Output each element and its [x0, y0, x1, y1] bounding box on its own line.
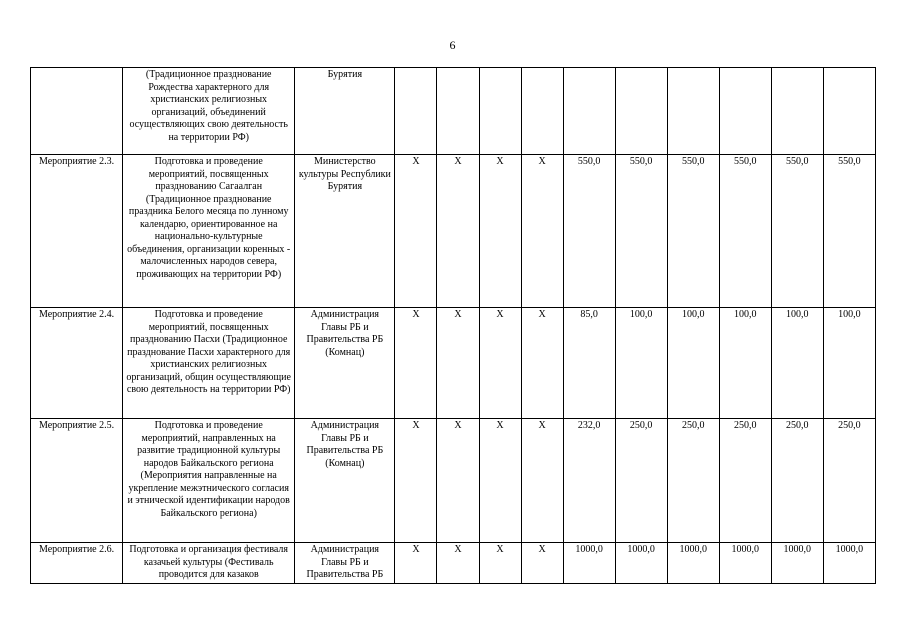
x-mark-cell: X — [479, 308, 521, 419]
table-row — [31, 155, 876, 308]
funding-value-cell: 550,0 — [771, 155, 823, 308]
funding-value-cell: 1000,0 — [563, 543, 615, 584]
executor-cell: Бурятия — [295, 68, 395, 155]
table-row — [31, 308, 876, 419]
funding-value-cell — [823, 68, 875, 155]
funding-value-cell — [615, 68, 667, 155]
x-mark-cell — [395, 68, 437, 155]
program-table — [30, 67, 876, 584]
event-description-cell: Подготовка и проведение мероприятий, посвященных празднованию Пасхи (Традиционное празднование Пасхи характерного для христианских религиозных организаций, общин осуществляющие свою деятельность на территории РФ) — [123, 308, 295, 419]
executor-cell: Администрация Главы РБ и Правительства РБ — [295, 543, 395, 584]
x-mark-cell: X — [479, 543, 521, 584]
funding-value-cell: 250,0 — [719, 419, 771, 543]
funding-value-cell — [563, 68, 615, 155]
x-mark-cell — [479, 68, 521, 155]
funding-value-cell: 550,0 — [563, 155, 615, 308]
x-mark-cell: X — [521, 155, 563, 308]
x-mark-cell: X — [479, 419, 521, 543]
table-row — [31, 68, 876, 155]
x-mark-cell: X — [395, 155, 437, 308]
event-number-cell: Мероприятие 2.5. — [31, 419, 123, 543]
event-number-cell: Мероприятие 2.6. — [31, 543, 123, 584]
funding-value-cell: 1000,0 — [615, 543, 667, 584]
funding-value-cell: 85,0 — [563, 308, 615, 419]
funding-value-cell: 232,0 — [563, 419, 615, 543]
x-mark-cell: X — [437, 543, 479, 584]
executor-cell: Администрация Главы РБ и Правительства РБ (Комнац) — [295, 308, 395, 419]
funding-value-cell: 550,0 — [823, 155, 875, 308]
x-mark-cell: X — [521, 543, 563, 584]
event-number-cell: Мероприятие 2.3. — [31, 155, 123, 308]
page-number: 6 — [449, 38, 456, 52]
funding-value-cell — [771, 68, 823, 155]
x-mark-cell: X — [521, 308, 563, 419]
funding-value-cell: 100,0 — [615, 308, 667, 419]
x-mark-cell: X — [437, 155, 479, 308]
table-row — [31, 419, 876, 543]
funding-value-cell: 100,0 — [719, 308, 771, 419]
event-description-cell: Подготовка и проведение мероприятий, посвященных празднованию Сагаалган (Традиционное празднование праздника Белого месяца по лунному календарю, ориентированное на национально-культурные объединения, организации коренных - малочисленных народов севера, проживающих на территории РФ) — [123, 155, 295, 308]
x-mark-cell: X — [395, 543, 437, 584]
funding-value-cell: 100,0 — [823, 308, 875, 419]
event-description-cell: Подготовка и проведение мероприятий, направленных на развитие традиционной культуры народов Байкальского региона (Мероприятия направленные на укрепление межэтнического согласия и этнической идентификации народов Байкальского региона) — [123, 419, 295, 543]
funding-value-cell: 250,0 — [615, 419, 667, 543]
x-mark-cell — [521, 68, 563, 155]
funding-value-cell: 250,0 — [823, 419, 875, 543]
executor-cell: Министерство культуры Республики Бурятия — [295, 155, 395, 308]
table-body — [31, 68, 876, 584]
executor-cell: Администрация Главы РБ и Правительства РБ (Комнац) — [295, 419, 395, 543]
funding-value-cell: 250,0 — [667, 419, 719, 543]
funding-value-cell: 550,0 — [719, 155, 771, 308]
event-description-cell: (Традиционное празднование Рождества характерного для христианских религиозных организаций, объединений осуществляющих свою деятельность на территории РФ) — [123, 68, 295, 155]
funding-value-cell: 550,0 — [667, 155, 719, 308]
funding-value-cell — [667, 68, 719, 155]
x-mark-cell: X — [437, 308, 479, 419]
funding-value-cell: 1000,0 — [719, 543, 771, 584]
funding-value-cell: 100,0 — [771, 308, 823, 419]
x-mark-cell: X — [395, 419, 437, 543]
funding-value-cell: 550,0 — [615, 155, 667, 308]
funding-value-cell: 100,0 — [667, 308, 719, 419]
x-mark-cell: X — [437, 419, 479, 543]
event-number-cell: Мероприятие 2.4. — [31, 308, 123, 419]
x-mark-cell: X — [395, 308, 437, 419]
x-mark-cell: X — [521, 419, 563, 543]
funding-value-cell: 1000,0 — [667, 543, 719, 584]
funding-value-cell: 250,0 — [771, 419, 823, 543]
event-description-cell: Подготовка и организация фестиваля казачьей культуры (Фестиваль проводится для казаков — [123, 543, 295, 584]
event-number-cell — [31, 68, 123, 155]
x-mark-cell: X — [479, 155, 521, 308]
x-mark-cell — [437, 68, 479, 155]
funding-value-cell: 1000,0 — [823, 543, 875, 584]
table-row — [31, 543, 876, 584]
funding-value-cell — [719, 68, 771, 155]
funding-value-cell: 1000,0 — [771, 543, 823, 584]
